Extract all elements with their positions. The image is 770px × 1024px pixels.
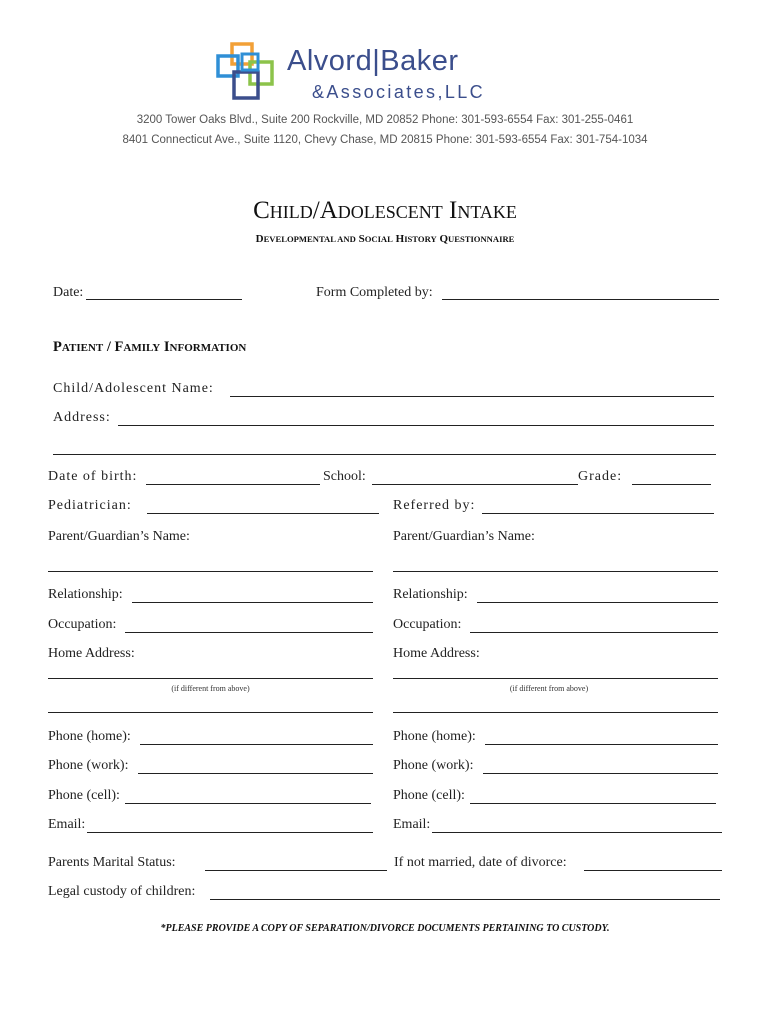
address-input-line-2[interactable] — [53, 454, 716, 455]
brand-name: Alvord|Baker — [287, 45, 459, 77]
grade-input[interactable] — [632, 484, 711, 485]
guardian-1-phone-home-input[interactable] — [140, 744, 373, 745]
dob-input[interactable] — [146, 484, 320, 485]
guardian-1-phone-work-label: Phone (work): — [48, 758, 129, 773]
guardian-2-occupation-input[interactable] — [470, 632, 718, 633]
guardian-1-occupation-label: Occupation: — [48, 617, 117, 632]
guardian-2-home-address-input[interactable] — [393, 678, 718, 679]
guardian-1-phone-home-label: Phone (home): — [48, 729, 131, 744]
referred-by-label: Referred by: — [393, 498, 476, 513]
address-line-1: 3200 Tower Oaks Blvd., Suite 200 Rockville, MD 20852 Phone: 301-593-6554 Fax: 301-255-0461 — [136, 114, 634, 126]
dob-label: Date of birth: — [48, 469, 138, 484]
legal-custody-label: Legal custody of children: — [48, 884, 196, 899]
address-label: Address: — [53, 410, 111, 425]
guardian-1-name-label: Parent/Guardian’s Name: — [48, 529, 190, 544]
guardian-1-relationship-input[interactable] — [132, 602, 373, 603]
address-line-2: 8401 Connecticut Ave., Suite 1120, Chevy Chase, MD 20815 Phone: 301-593-6554 Fax: 301-754-1034 — [122, 134, 648, 146]
guardian-1-phone-cell-label: Phone (cell): — [48, 788, 120, 803]
custody-documents-note: *PLEASE PROVIDE A COPY OF SEPARATION/DIVORCE DOCUMENTS PERTAINING TO CUSTODY. — [160, 923, 610, 934]
guardian-2-email-label: Email: — [393, 817, 431, 832]
guardian-2-email-input[interactable] — [432, 832, 722, 833]
guardian-2-home-address-input-2[interactable] — [393, 712, 718, 713]
guardian-2-if-different-note: (if different from above) — [509, 684, 589, 693]
pediatrician-input[interactable] — [147, 513, 379, 514]
referred-by-input[interactable] — [482, 513, 714, 514]
pediatrician-label: Pediatrician: — [48, 498, 132, 513]
section-heading: PATIENT / FAMILY INFORMATION — [53, 339, 247, 355]
guardian-1-email-label: Email: — [48, 817, 86, 832]
guardian-2-home-address-label: Home Address: — [393, 646, 480, 661]
child-name-label: Child/Adolescent Name: — [53, 381, 214, 396]
date-label: Date: — [53, 285, 84, 300]
grade-label: Grade: — [578, 469, 623, 484]
form-completed-by-input[interactable] — [442, 299, 719, 300]
date-input[interactable] — [86, 299, 242, 300]
divorce-date-input[interactable] — [584, 870, 722, 871]
guardian-2-relationship-label: Relationship: — [393, 587, 468, 602]
guardian-1-phone-cell-input[interactable] — [125, 803, 371, 804]
guardian-1-home-address-input-2[interactable] — [48, 712, 373, 713]
guardian-1-relationship-label: Relationship: — [48, 587, 123, 602]
page-subtitle: DEVELOPMENTAL AND SOCIAL HISTORY QUESTIONNAIRE — [255, 233, 515, 245]
guardian-2-phone-work-label: Phone (work): — [393, 758, 474, 773]
brand-subtitle: &Associates,LLC — [312, 82, 486, 102]
page-title: CHILD/ADOLESCENT INTAKE — [253, 197, 517, 224]
guardian-2-name-label: Parent/Guardian’s Name: — [393, 529, 535, 544]
guardian-1-phone-work-input[interactable] — [138, 773, 373, 774]
guardian-1-home-address-label: Home Address: — [48, 646, 135, 661]
guardian-2-relationship-input[interactable] — [477, 602, 718, 603]
address-input[interactable] — [118, 425, 714, 426]
guardian-2-phone-work-input[interactable] — [483, 773, 718, 774]
guardian-2-phone-cell-label: Phone (cell): — [393, 788, 465, 803]
guardian-1-email-input[interactable] — [87, 832, 373, 833]
guardian-1-if-different-note: (if different from above) — [171, 684, 250, 693]
guardian-2-phone-cell-input[interactable] — [470, 803, 716, 804]
logo-mark-icon — [216, 42, 278, 102]
marital-status-input[interactable] — [205, 870, 387, 871]
marital-status-label: Parents Marital Status: — [48, 855, 176, 870]
legal-custody-input[interactable] — [210, 899, 720, 900]
guardian-2-phone-home-input[interactable] — [485, 744, 718, 745]
guardian-2-name-input[interactable] — [393, 571, 718, 572]
guardian-2-occupation-label: Occupation: — [393, 617, 462, 632]
guardian-2-phone-home-label: Phone (home): — [393, 729, 476, 744]
form-completed-by-label: Form Completed by: — [316, 285, 433, 300]
guardian-1-occupation-input[interactable] — [125, 632, 373, 633]
school-input[interactable] — [372, 484, 578, 485]
child-name-input[interactable] — [230, 396, 714, 397]
divorce-date-label: If not married, date of divorce: — [394, 855, 567, 870]
guardian-1-name-input[interactable] — [48, 571, 373, 572]
school-label: School: — [323, 469, 366, 484]
guardian-1-home-address-input[interactable] — [48, 678, 373, 679]
